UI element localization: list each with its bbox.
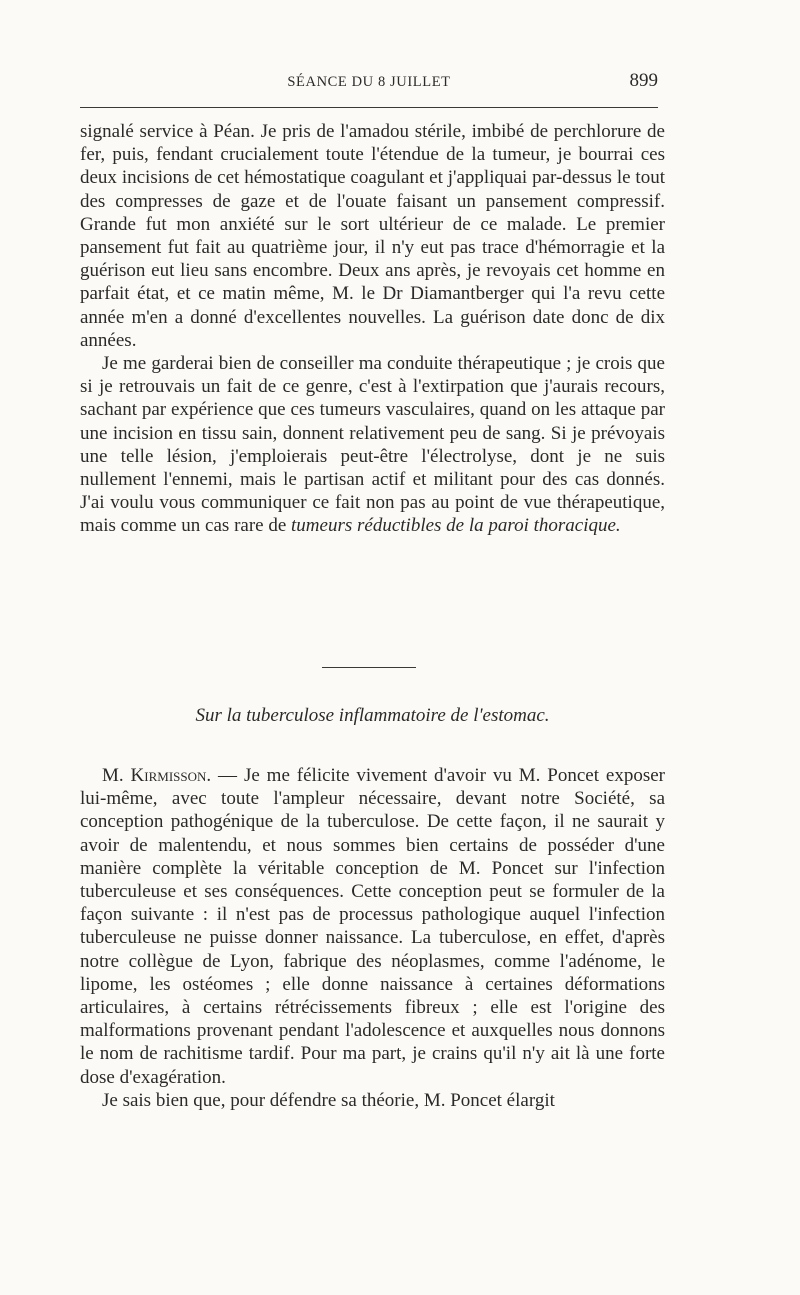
page-header	[80, 68, 658, 102]
paragraph-2	[80, 352, 665, 538]
paragraph-2-italic: tumeurs réductibles de la paroi thoracique.	[291, 515, 621, 537]
section-separator	[322, 667, 416, 668]
header-rule	[80, 107, 658, 108]
section-title: Sur la tuberculose inflammatoire de l'estomac.	[195, 705, 550, 726]
running-title: SÉANCE DU 8 JUILLET	[287, 74, 451, 90]
text-block-bottom	[80, 764, 665, 1112]
page-number: 899	[629, 70, 658, 91]
paragraph-3	[80, 764, 665, 1089]
paragraph-3-text: — Je me félicite vivement d'avoir vu M. Poncet exposer lui-même, avec toute l'ampleur nécessaire, devant notre Société, sa conception pathogénique de la tuberculose. De cette façon, il ne saurait y avoir de malentendu, et nous sommes bien certains de posséder d'une manière complète la véritable conception de M. Poncet sur l'infection tuberculeuse et ses conséquences. Cette conception peut se formuler de la façon suivante : il n'est pas de processus pathologique auquel l'infection tuberculeuse ne puisse donner naissance. La tuberculose, en effet, d'après notre collègue de Lyon, fabrique des néoplasmes, comme l'adénome, le lipome, les ostéomes ; elle donne naissance à certaines déformations articulaires, à certains rétrécissements fibreux ; elle est l'origine des malformations provenant pendant l'adolescence et auxquelles nous donnons le nom de rachitisme tardif. Pour ma part, je crains qu'il n'y ait là une forte dose d'exagération.	[80, 765, 666, 1088]
paragraph-2-text: Je me garderai bien de conseiller ma conduite thérapeutique ; je crois que si je retrouvais un fait de ce genre, c'est à l'extirpation que j'aurais recours, sachant par expérience que ces tumeurs vasculaires, quand on les attaque par une incision en tissu sain, donnent relativement peu de sang. Si je prévoyais une telle lésion, j'emploierais peut-être l'électrolyse, dont je ne suis nullement l'ennemi, mais le partisan actif et militant pour des cas donnés. J'ai voulu vous communiquer ce fait non pas au point de vue thérapeutique, mais comme un cas rare de	[80, 353, 665, 537]
text-block-top	[80, 120, 665, 538]
paragraph-1: signalé service à Péan. Je pris de l'amadou stérile, imbibé de perchlorure de fer, puis, fendant crucialement toute l'étendue de la tumeur, je bourrai ces deux incisions de cet hémostatique coagulant et j'appliquai par-dessus le tout des compresses de gaze et de l'ouate faisant un pansement compressif. Grande fut mon anxiété sur le sort ultérieur de ce malade. Le premier pansement fut fait au quatrième jour, il n'y eut pas trace d'hémorragie et la guérison eut lieu sans encombre. Deux ans après, je revoyais cet homme en parfait état, et ce matin même, M. le Dr Diamantberger qui l'a revu cette année m'en a donné d'excellentes nouvelles. La guérison date donc de dix années.	[80, 121, 665, 351]
speaker-name: M. Kirmisson.	[102, 765, 212, 786]
paragraph-4: Je sais bien que, pour défendre sa théorie, M. Poncet élargit	[102, 1089, 555, 1111]
